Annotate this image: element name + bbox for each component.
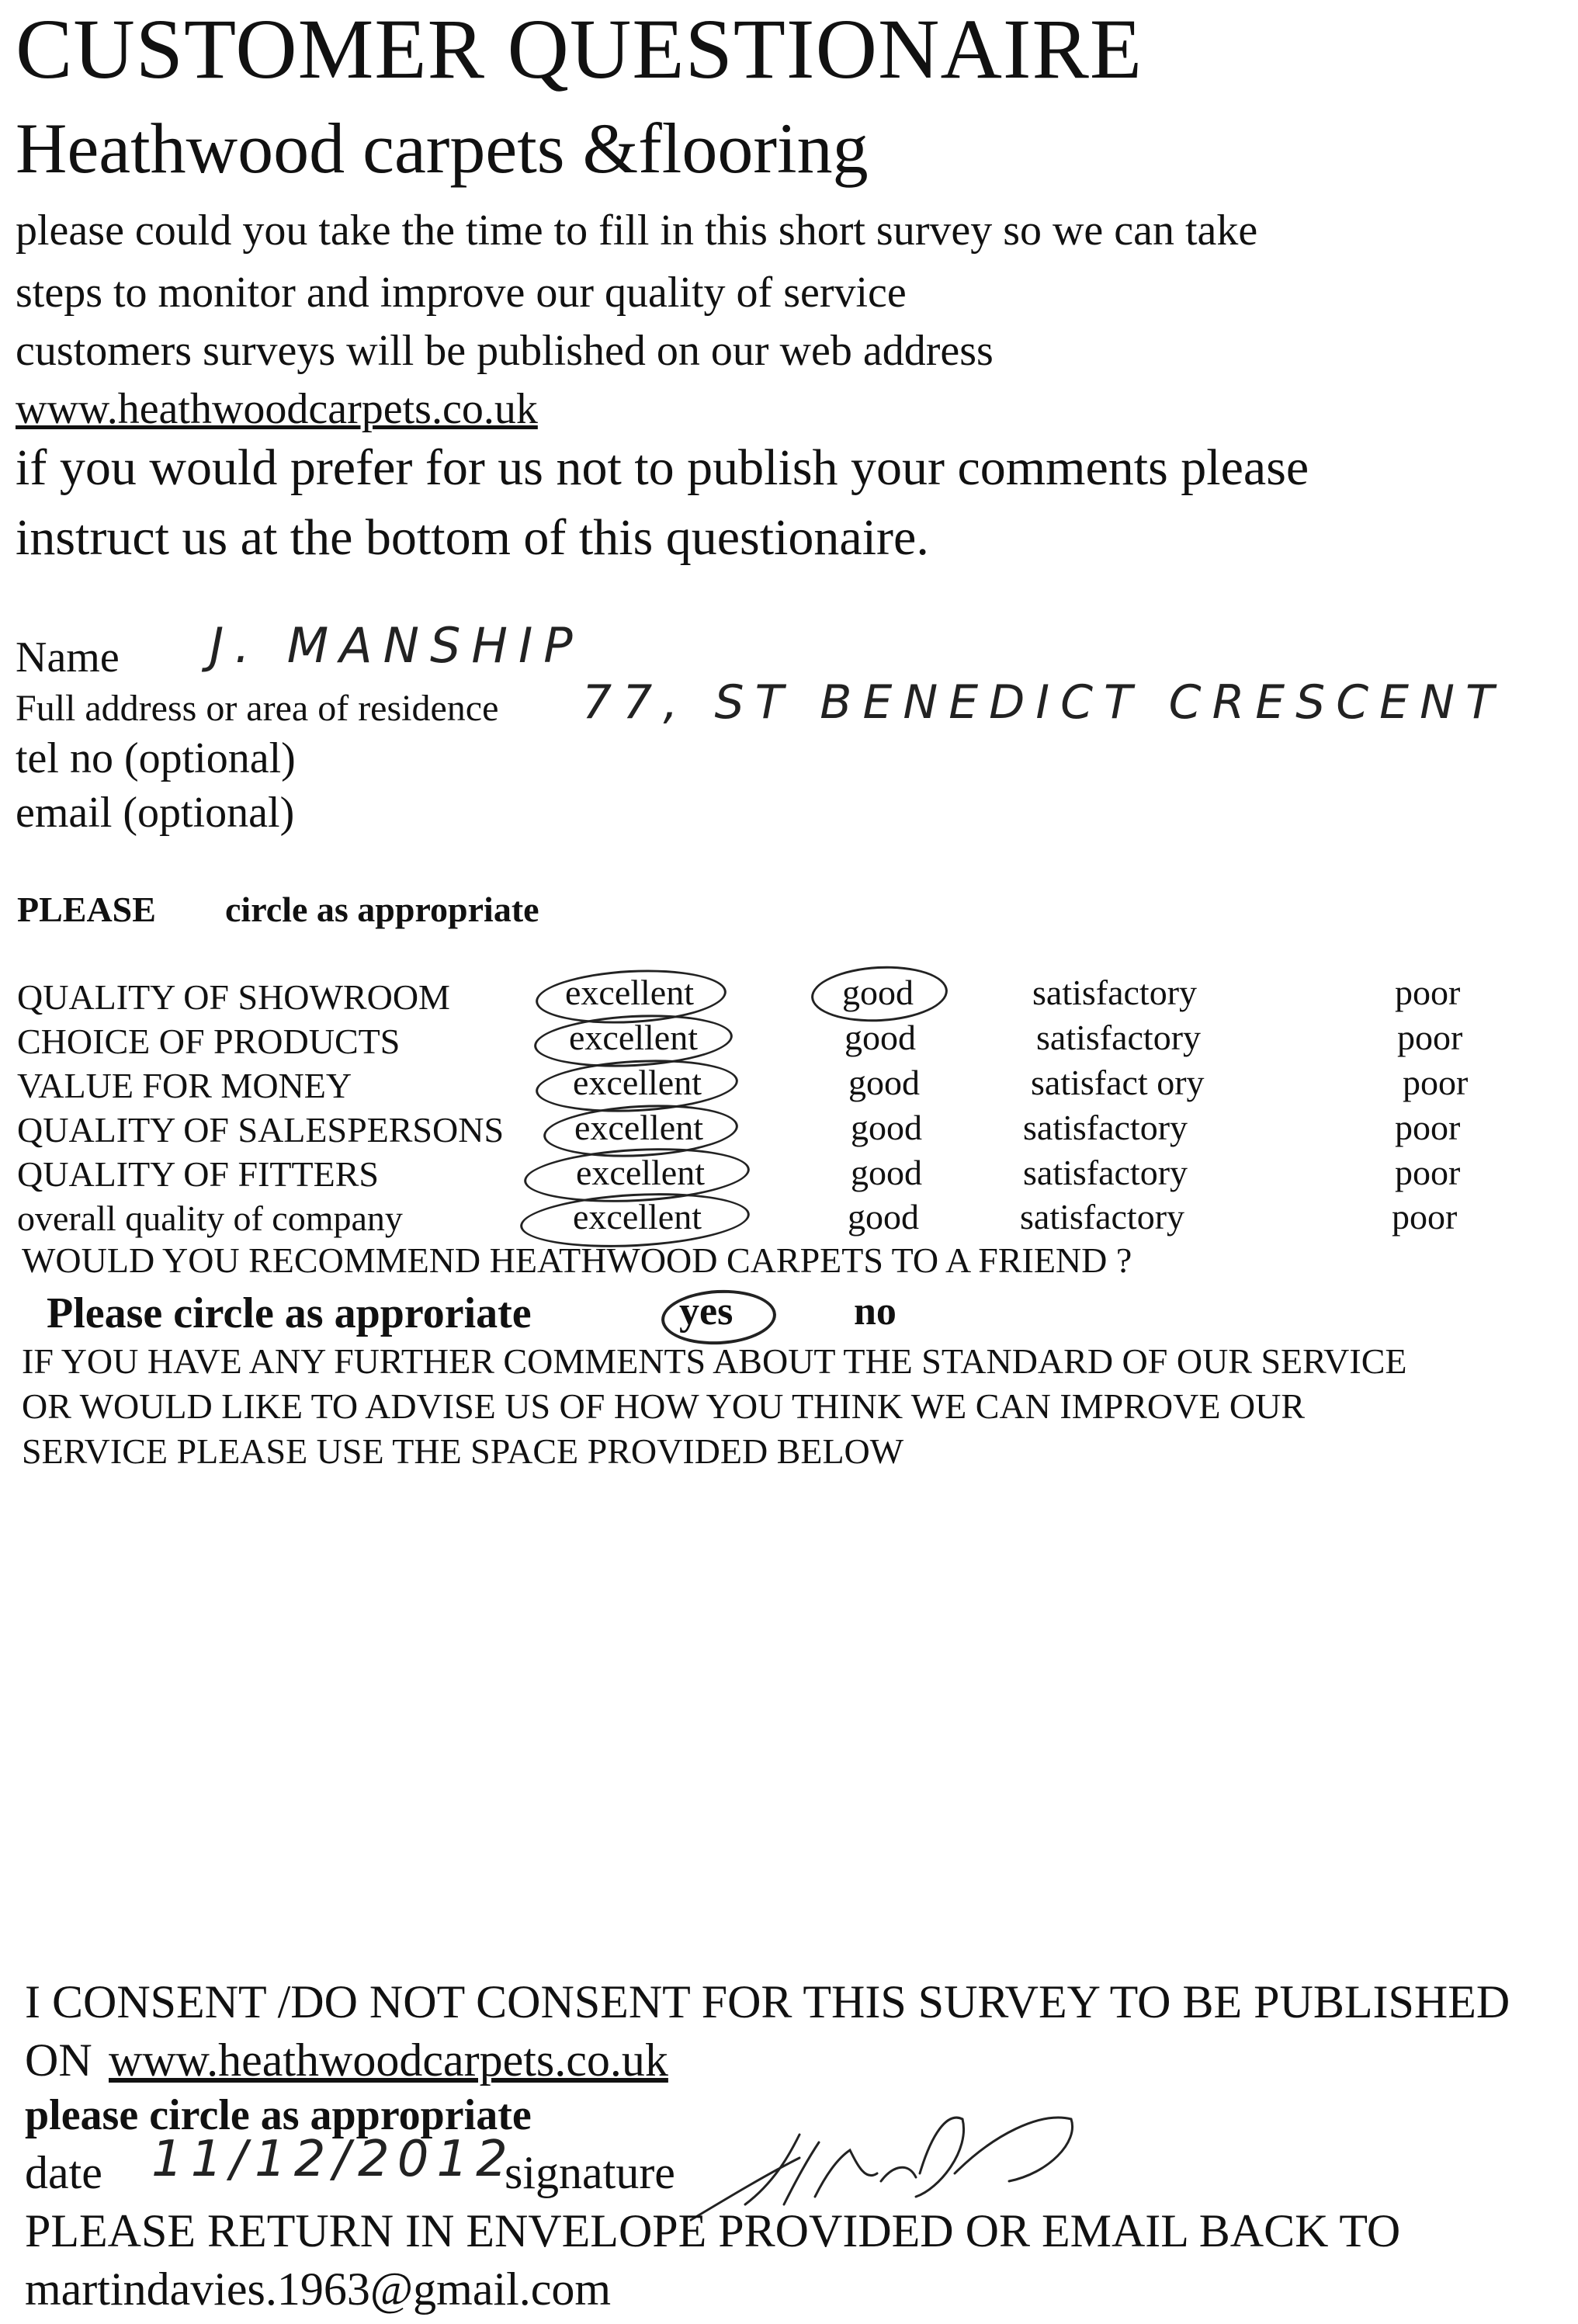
intro-line-1: please could you take the time to fill in this short survey so we can take [16, 206, 1258, 255]
option-satisfactory[interactable]: satisfactory [1023, 1153, 1188, 1192]
option-good[interactable]: good [842, 973, 914, 1012]
option-excellent[interactable]: excellent [569, 1018, 699, 1057]
option-excellent[interactable]: excellent [565, 973, 695, 1012]
comments-area[interactable] [22, 1490, 1535, 1956]
tel-label: tel no (optional) [16, 734, 296, 782]
rating-row-label: CHOICE OF PRODUCTS [17, 1022, 401, 1061]
form-title: CUSTOMER QUESTIONAIRE [16, 2, 1143, 96]
name-label: Name [16, 633, 120, 682]
consent-on: ON [25, 2034, 92, 2086]
option-poor[interactable]: poor [1397, 1018, 1463, 1057]
rating-row-label: QUALITY OF SHOWROOM [17, 977, 450, 1017]
intro-line-4: if you would prefer for us not to publish your comments please [16, 439, 1309, 496]
intro-line-3: customers surveys will be published on our web address [16, 327, 994, 375]
recommend-prompt: Please circle as approriate [47, 1289, 532, 1337]
address-value[interactable]: 77, ST BENEDICT CRESCENT [582, 675, 1505, 730]
footer-circle-instruction: please circle as appropriate [25, 2091, 532, 2139]
rating-row-label: overall quality of company [17, 1198, 403, 1238]
date-label: date [25, 2147, 102, 2198]
option-excellent[interactable]: excellent [576, 1153, 706, 1192]
intro-line-2: steps to monitor and improve our quality of service [16, 269, 907, 317]
email-label: email (optional) [16, 789, 295, 837]
option-satisfactory[interactable]: satisfactory [1020, 1197, 1185, 1237]
option-satisfactory[interactable]: satisfactory [1023, 1108, 1188, 1147]
option-satisfactory[interactable]: satisfactory [1032, 973, 1198, 1012]
website-link[interactable]: www.heathwoodcarpets.co.uk [16, 385, 538, 433]
please-label: PLEASE [17, 890, 156, 929]
option-poor[interactable]: poor [1392, 1197, 1458, 1237]
option-poor[interactable]: poor [1403, 1063, 1469, 1102]
option-satisfactory[interactable]: satisfact ory [1031, 1063, 1205, 1102]
selection-circle [660, 1287, 777, 1348]
rating-row-label: QUALITY OF FITTERS [17, 1154, 379, 1194]
option-good[interactable]: good [848, 1063, 920, 1102]
option-excellent[interactable]: excellent [573, 1063, 702, 1102]
circle-instruction: circle as appropriate [225, 890, 539, 929]
date-value[interactable]: 11/12/2012 [151, 2131, 515, 2188]
intro-line-5: instruct us at the bottom of this questionaire. [16, 509, 929, 566]
address-label: Full address or area of residence [16, 688, 499, 729]
recommend-no[interactable]: no [854, 1289, 897, 1334]
return-instruction: PLEASE RETURN IN ENVELOPE PROVIDED OR EMAIL BACK TO [25, 2205, 1401, 2256]
option-excellent[interactable]: excellent [574, 1108, 704, 1147]
option-good[interactable]: good [848, 1197, 919, 1237]
consent-line: I CONSENT /DO NOT CONSENT FOR THIS SURVEY TO BE PUBLISHED [25, 1976, 1510, 2027]
option-poor[interactable]: poor [1395, 973, 1461, 1012]
recommend-question: WOULD YOU RECOMMEND HEATHWOOD CARPETS TO A FRIEND ? [22, 1240, 1132, 1280]
option-good[interactable]: good [851, 1153, 922, 1192]
comments-line-1: IF YOU HAVE ANY FURTHER COMMENTS ABOUT THE STANDARD OF OUR SERVICE [22, 1341, 1407, 1381]
option-poor[interactable]: poor [1395, 1108, 1461, 1147]
comments-line-3: SERVICE PLEASE USE THE SPACE PROVIDED BELOW [22, 1431, 904, 1471]
rating-row-label: VALUE FOR MONEY [17, 1066, 352, 1105]
option-poor[interactable]: poor [1395, 1153, 1461, 1192]
rating-row-label: QUALITY OF SALESPERSONS [17, 1110, 505, 1150]
name-value[interactable]: J. MANSHIP [210, 617, 584, 674]
signature-label: signature [505, 2147, 675, 2198]
option-satisfactory[interactable]: satisfactory [1036, 1018, 1202, 1057]
option-excellent[interactable]: excellent [573, 1197, 702, 1237]
company-name: Heathwood carpets &flooring [16, 109, 869, 188]
recommend-yes[interactable]: yes [679, 1289, 734, 1334]
option-good[interactable]: good [844, 1018, 916, 1057]
footer-website-link[interactable]: www.heathwoodcarpets.co.uk [109, 2034, 668, 2086]
comments-line-2: OR WOULD LIKE TO ADVISE US OF HOW YOU THINK WE CAN IMPROVE OUR [22, 1386, 1306, 1426]
option-good[interactable]: good [851, 1108, 922, 1147]
return-email[interactable]: martindavies.1963@gmail.com [25, 2263, 612, 2315]
selection-circle [810, 963, 949, 1025]
